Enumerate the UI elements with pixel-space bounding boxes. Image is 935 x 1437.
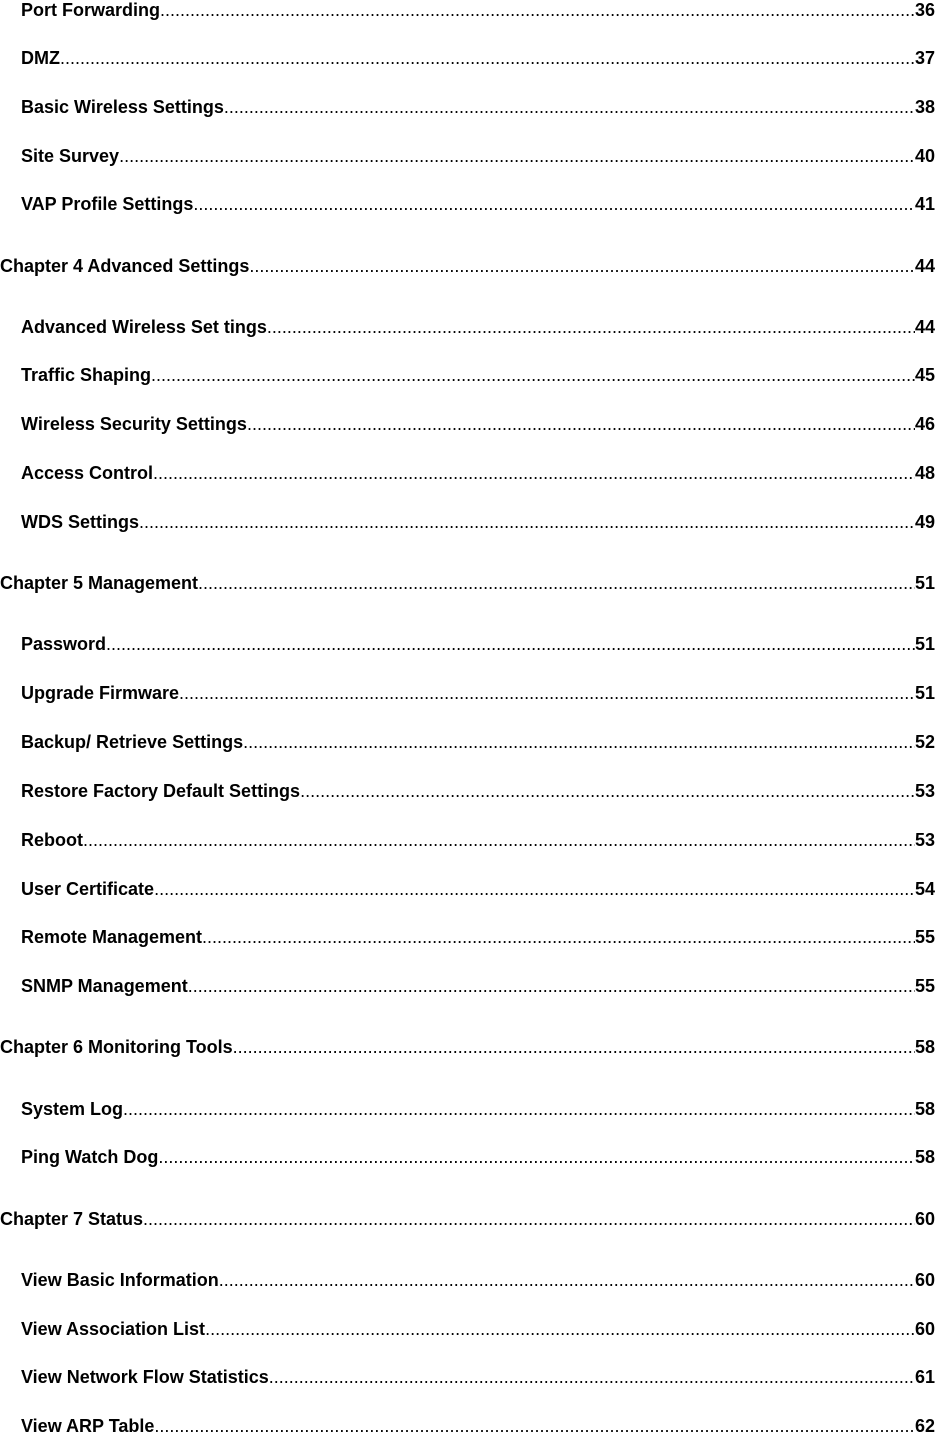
- toc-section-entry[interactable]: [21, 778, 935, 802]
- toc-dot-leader: [123, 1098, 915, 1120]
- toc-dot-leader: [154, 1415, 915, 1437]
- toc-chapter-entry[interactable]: [0, 570, 935, 594]
- toc-entry-page-number: 45: [914, 365, 935, 385]
- toc-chapter-entry[interactable]: [0, 253, 935, 277]
- toc-dot-leader: [202, 926, 915, 948]
- toc-entry-page-number: 58: [914, 1099, 935, 1119]
- toc-entry-title: View Basic Information: [21, 1270, 219, 1290]
- toc-section-entry[interactable]: [21, 924, 935, 948]
- toc-dot-leader: [205, 1318, 915, 1340]
- toc-entry-title: System Log: [21, 1099, 124, 1119]
- toc-entry-title: Access Control: [21, 463, 154, 483]
- toc-dot-leader: [247, 413, 915, 435]
- toc-section-entry[interactable]: [21, 1413, 935, 1437]
- toc-entry-title: Reboot: [21, 830, 83, 850]
- toc-section-entry[interactable]: [21, 1316, 935, 1340]
- toc-entry-page-number: 49: [914, 512, 935, 532]
- toc-entry-title: View Association List: [21, 1319, 206, 1339]
- toc-dot-leader: [269, 1366, 915, 1388]
- toc-entry-title: Chapter 7 Status: [0, 1209, 144, 1229]
- toc-dot-leader: [158, 1146, 915, 1168]
- toc-dot-leader: [106, 633, 915, 655]
- toc-entry-title: Remote Management: [21, 927, 203, 947]
- toc-entry-page-number: 53: [914, 830, 935, 850]
- toc-dot-leader: [160, 0, 915, 21]
- toc-entry-page-number: 58: [914, 1147, 935, 1167]
- toc-section-entry[interactable]: [21, 1096, 935, 1120]
- toc-section-entry[interactable]: [21, 460, 935, 484]
- toc-entry-page-number: 36: [914, 0, 935, 20]
- toc-entry-title: VAP Profile Settings: [21, 194, 194, 214]
- toc-section-entry[interactable]: [21, 411, 935, 435]
- toc-entry-page-number: 44: [914, 317, 935, 337]
- toc-entry-page-number: 38: [914, 97, 935, 117]
- toc-section-entry[interactable]: [21, 1267, 935, 1291]
- toc-section-entry[interactable]: [21, 314, 935, 338]
- toc-entry-title: Ping Watch Dog: [21, 1147, 159, 1167]
- toc-entry-page-number: 60: [914, 1209, 935, 1229]
- toc-section-entry[interactable]: [21, 0, 935, 21]
- toc-dot-leader: [153, 462, 915, 484]
- toc-section-entry[interactable]: [21, 1364, 935, 1388]
- toc-entry-title: Password: [21, 634, 107, 654]
- toc-entry-title: Port Forwarding: [21, 0, 160, 20]
- toc-section-entry[interactable]: [21, 1144, 935, 1168]
- toc-entry-title: SNMP Management: [21, 976, 188, 996]
- toc-entry-page-number: 53: [914, 781, 935, 801]
- toc-dot-leader: [249, 255, 915, 277]
- toc-section-entry[interactable]: [21, 94, 935, 118]
- toc-dot-leader: [139, 511, 915, 533]
- toc-entry-page-number: 41: [914, 194, 935, 214]
- toc-entry-title: Wireless Security Settings: [21, 414, 247, 434]
- toc-entry-page-number: 51: [914, 683, 935, 703]
- toc-entry-title: Restore Factory Default Settings: [21, 781, 301, 801]
- toc-entry-page-number: 37: [914, 48, 935, 68]
- toc-entry-page-number: 52: [914, 732, 935, 752]
- toc-entry-title: Advanced Wireless Set tings: [21, 317, 267, 337]
- toc-section-entry[interactable]: [21, 876, 935, 900]
- toc-dot-leader: [267, 316, 915, 338]
- toc-entry-title: Site Survey: [21, 146, 120, 166]
- toc-section-entry[interactable]: [21, 191, 935, 215]
- toc-dot-leader: [179, 682, 915, 704]
- toc-dot-leader: [83, 829, 915, 851]
- toc-entry-title: View ARP Table: [21, 1416, 155, 1436]
- toc-entry-title: View Network Flow Statistics: [21, 1367, 269, 1387]
- toc-entry-page-number: 51: [914, 573, 935, 593]
- toc-entry-title: WDS Settings: [21, 512, 140, 532]
- toc-dot-leader: [219, 1269, 915, 1291]
- toc-entry-title: Backup/ Retrieve Settings: [21, 732, 244, 752]
- toc-entry-page-number: 55: [914, 927, 935, 947]
- toc-dot-leader: [143, 1208, 915, 1230]
- toc-entry-title: Chapter 6 Monitoring Tools: [0, 1037, 233, 1057]
- toc-entry-page-number: 46: [914, 414, 935, 434]
- toc-entry-page-number: 60: [914, 1319, 935, 1339]
- toc-section-entry[interactable]: [21, 680, 935, 704]
- toc-dot-leader: [300, 780, 915, 802]
- toc-entry-page-number: 62: [914, 1416, 935, 1436]
- toc-section-entry[interactable]: [21, 631, 935, 655]
- toc-section-entry[interactable]: [21, 45, 935, 69]
- toc-section-entry[interactable]: [21, 362, 935, 386]
- toc-entry-page-number: 61: [914, 1367, 935, 1387]
- toc-section-entry[interactable]: [21, 729, 935, 753]
- toc-section-entry[interactable]: [21, 973, 935, 997]
- toc-dot-leader: [188, 975, 915, 997]
- toc-entry-title: Upgrade Firmware: [21, 683, 180, 703]
- toc-dot-leader: [233, 1036, 915, 1058]
- toc-entry-page-number: 55: [914, 976, 935, 996]
- toc-entry-page-number: 54: [914, 879, 935, 899]
- toc-entry-title: Traffic Shaping: [21, 365, 152, 385]
- toc-section-entry[interactable]: [21, 827, 935, 851]
- toc-entry-page-number: 40: [914, 146, 935, 166]
- toc-entry-page-number: 48: [914, 463, 935, 483]
- toc-dot-leader: [151, 364, 915, 386]
- toc-section-entry[interactable]: [21, 509, 935, 533]
- toc-dot-leader: [198, 572, 915, 594]
- toc-entry-title: Basic Wireless Settings: [21, 97, 224, 117]
- toc-dot-leader: [243, 731, 915, 753]
- toc-entry-title: DMZ: [21, 48, 60, 68]
- toc-dot-leader: [224, 96, 915, 118]
- toc-entry-page-number: 58: [914, 1037, 935, 1057]
- toc-chapter-entry[interactable]: [0, 1034, 935, 1058]
- toc-dot-leader: [119, 145, 915, 167]
- toc-entry-page-number: 51: [914, 634, 935, 654]
- toc-entry-page-number: 44: [914, 256, 935, 276]
- toc-entry-title: User Certificate: [21, 879, 155, 899]
- toc-dot-leader: [193, 193, 915, 215]
- toc-entry-title: Chapter 4 Advanced Settings: [0, 256, 250, 276]
- toc-dot-leader: [60, 47, 915, 69]
- toc-section-entry[interactable]: [21, 143, 935, 167]
- toc-dot-leader: [154, 878, 915, 900]
- toc-entry-page-number: 60: [914, 1270, 935, 1290]
- toc-entry-title: Chapter 5 Management: [0, 573, 199, 593]
- toc-chapter-entry[interactable]: [0, 1206, 935, 1230]
